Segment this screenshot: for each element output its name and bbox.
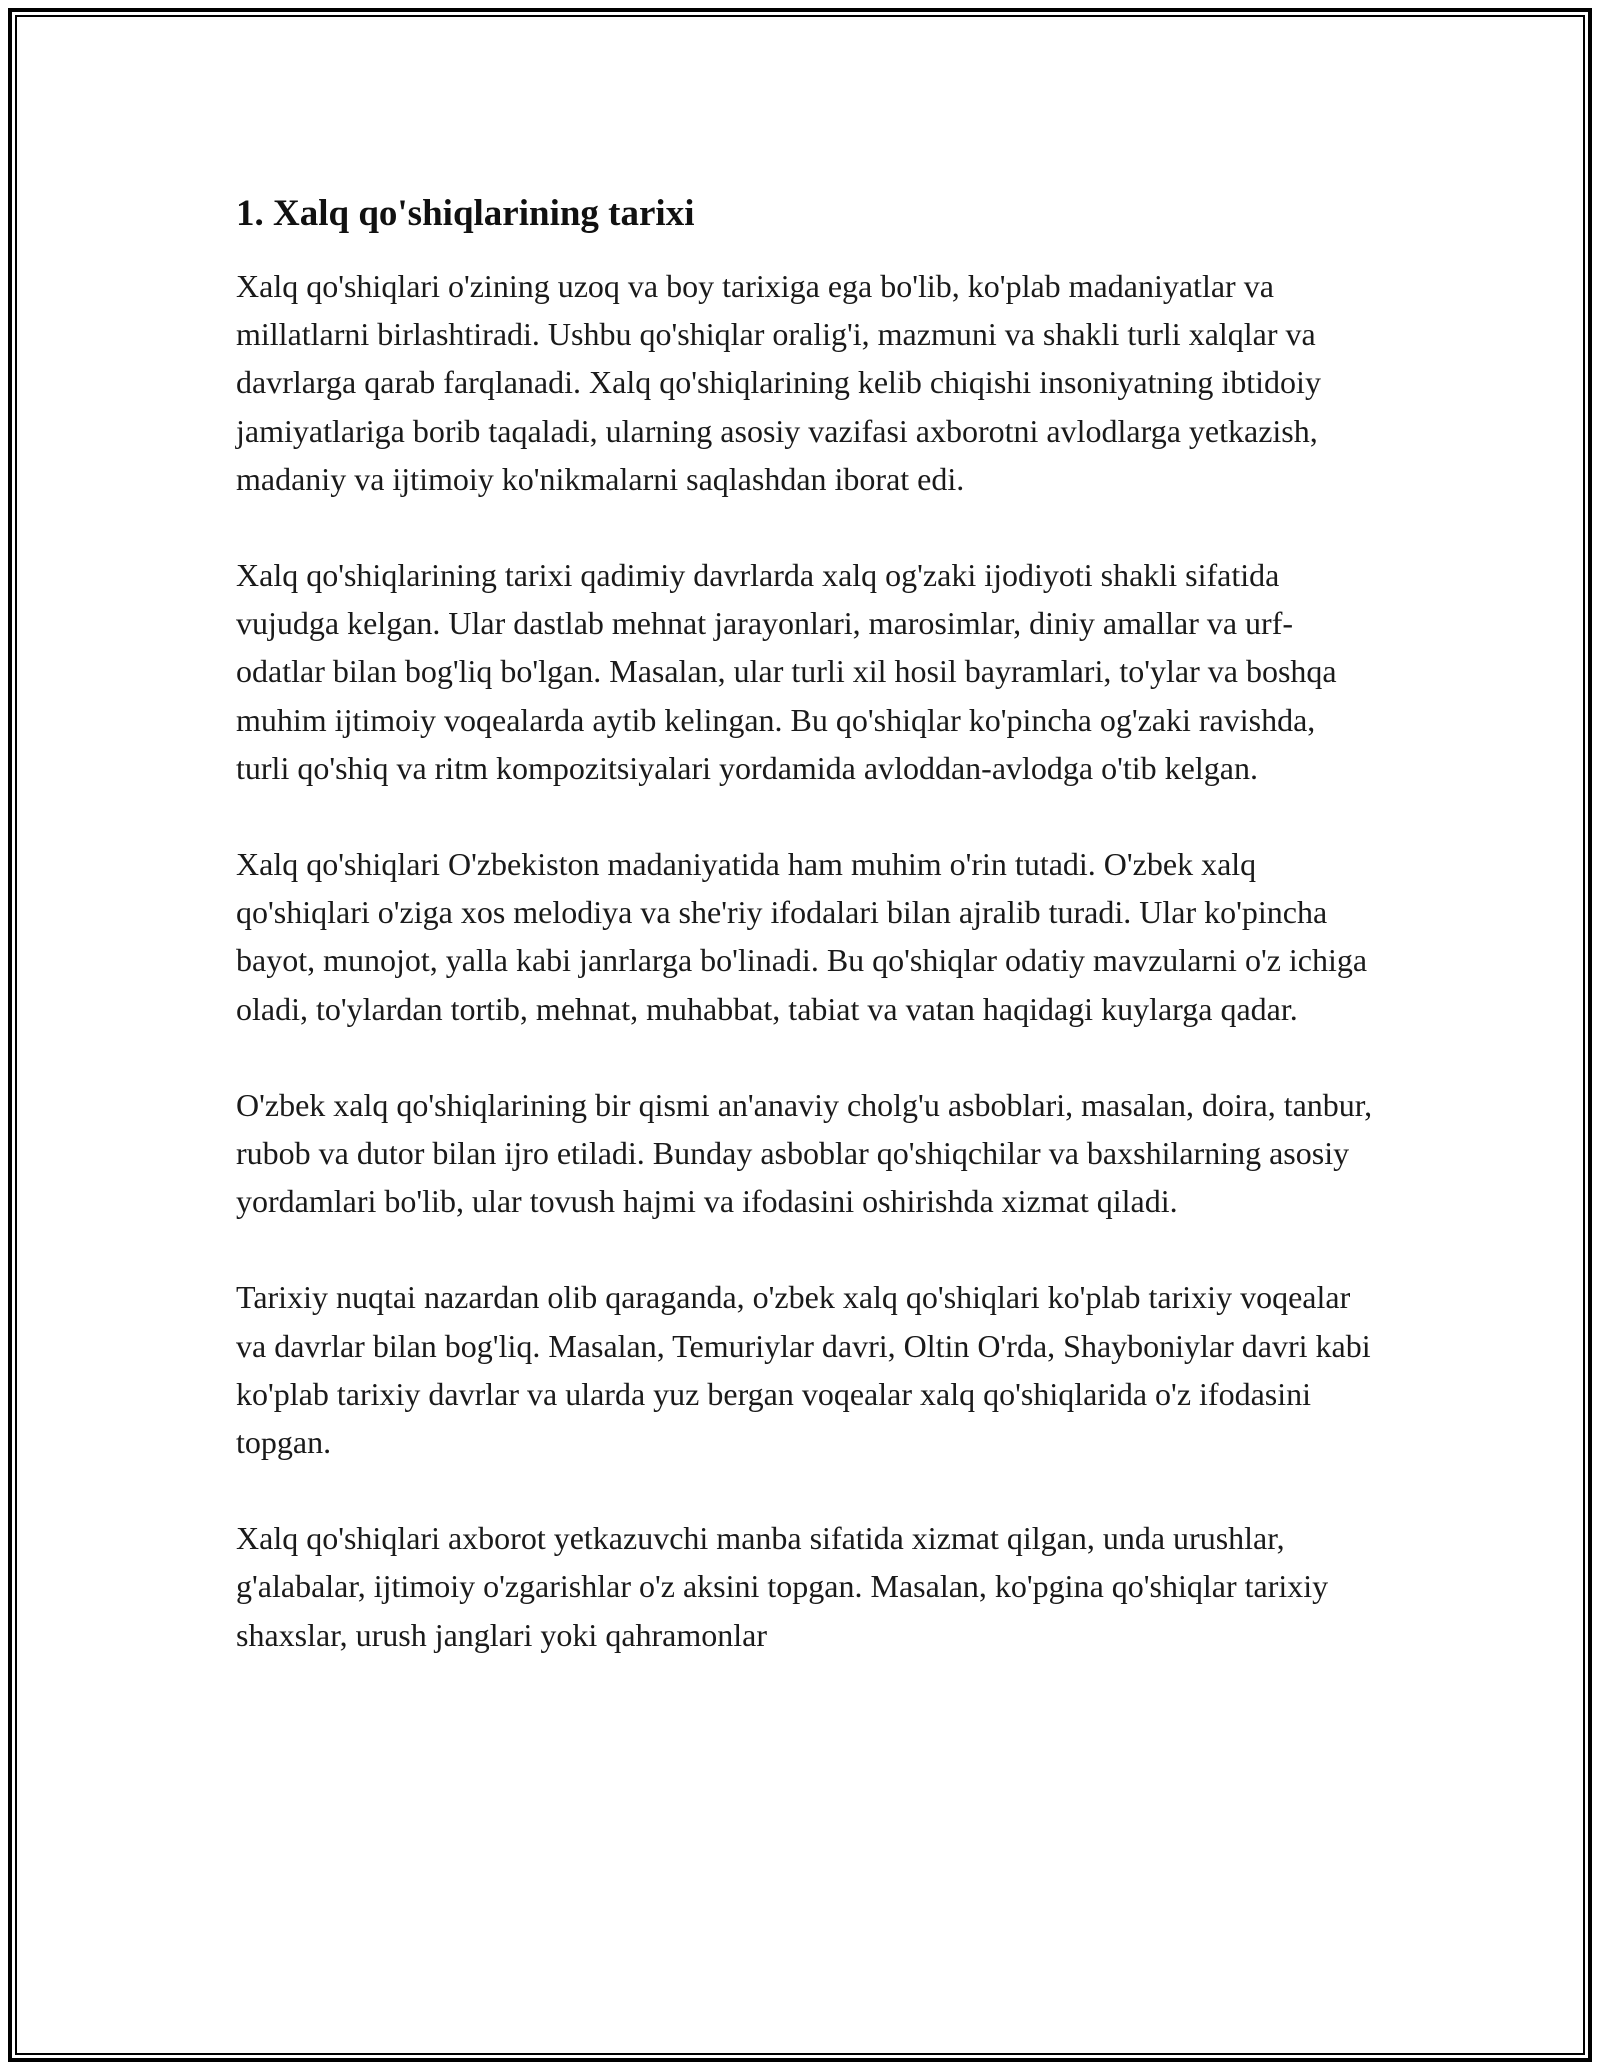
paragraph: Xalq qo'shiqlarining tarixi qadimiy davrlarda xalq og'zaki ijodiyoti shakli sifatida vujudga kelgan. Ular dastlab mehnat jarayonlari, marosimlar, diniy amallar va urf-odatlar bilan bog'liq bo'lgan. Masalan, ular turli xil hosil bayramlari, to'ylar va boshqa muhim ijtimoiy voqealarda aytib kelingan. Bu qo'shiqlar ko'pincha og'zaki ravishda, turli qo'shiq va ritm kompozitsiyalari yordamida avloddan-avlodga o'tib kelgan. bbox=[236, 557, 1337, 786]
paragraph: Xalq qo'shiqlari O'zbekiston madaniyatida ham muhim o'rin tutadi. O'zbek xalq qo'shiqlari o'ziga xos melodiya va she'riy ifodalari bilan ajralib turadi. Ular ko'pincha bayot, munojot, yalla kabi janrlarga bo'linadi. Bu qo'shiqlar odatiy mavzularni o'z ichiga oladi, to'ylardan tortib, mehnat, muhabbat, tabiat va vatan haqidagi kuylarga qadar. bbox=[236, 846, 1368, 1027]
paragraph: Xalq qo'shiqlari axborot yetkazuvchi manba sifatida xizmat qilgan, unda urushlar, g'alabalar, ijtimoiy o'zgarishlar o'z aksini topgan. Masalan, ko'pgina qo'shiqlar tarixiy shaxslar, urush janglari yoki qahramonlar bbox=[236, 1520, 1329, 1653]
paragraph: Xalq qo'shiqlari o'zining uzoq va boy tarixiga ega bo'lib, ko'plab madaniyatlar va millatlarni birlashtiradi. Ushbu qo'shiqlar oralig'i, mazmuni va shakli turli xalqlar va davrlarga qarab farqlanadi. Xalq qo'shiqlarining kelib chiqishi insoniyatning ibtidoiy jamiyatlariga borib taqaladi, ularning asosiy vazifasi axborotni avlodlarga yetkazish, madaniy va ijtimoiy ko'nikmalarni saqlashdan iborat edi. bbox=[236, 268, 1321, 497]
document-body bbox=[236, 188, 1376, 1659]
paragraph: O'zbek xalq qo'shiqlarining bir qismi an'anaviy cholg'u asboblari, masalan, doira, tanbur, rubob va dutor bilan ijro etiladi. Bunday asboblar qo'shiqchilar va baxshilarning asosiy yordamlari bo'lib, ular tovush hajmi va ifodasini oshirishda xizmat qiladi. bbox=[236, 1086, 1373, 1220]
paragraph: Tarixiy nuqtai nazardan olib qaraganda, o'zbek xalq qo'shiqlari ko'plab tarixiy voqealar va davrlar bilan bog'liq. Masalan, Temuriylar davri, Oltin O'rda, Shayboniylar davri kabi ko'plab tarixiy davrlar va ularda yuz bergan voqealar xalq qo'shiqlarida o'z ifodasini topgan. bbox=[236, 1279, 1371, 1461]
section-heading: 1. Xalq qo'shiqlarining tarixi bbox=[236, 193, 695, 234]
